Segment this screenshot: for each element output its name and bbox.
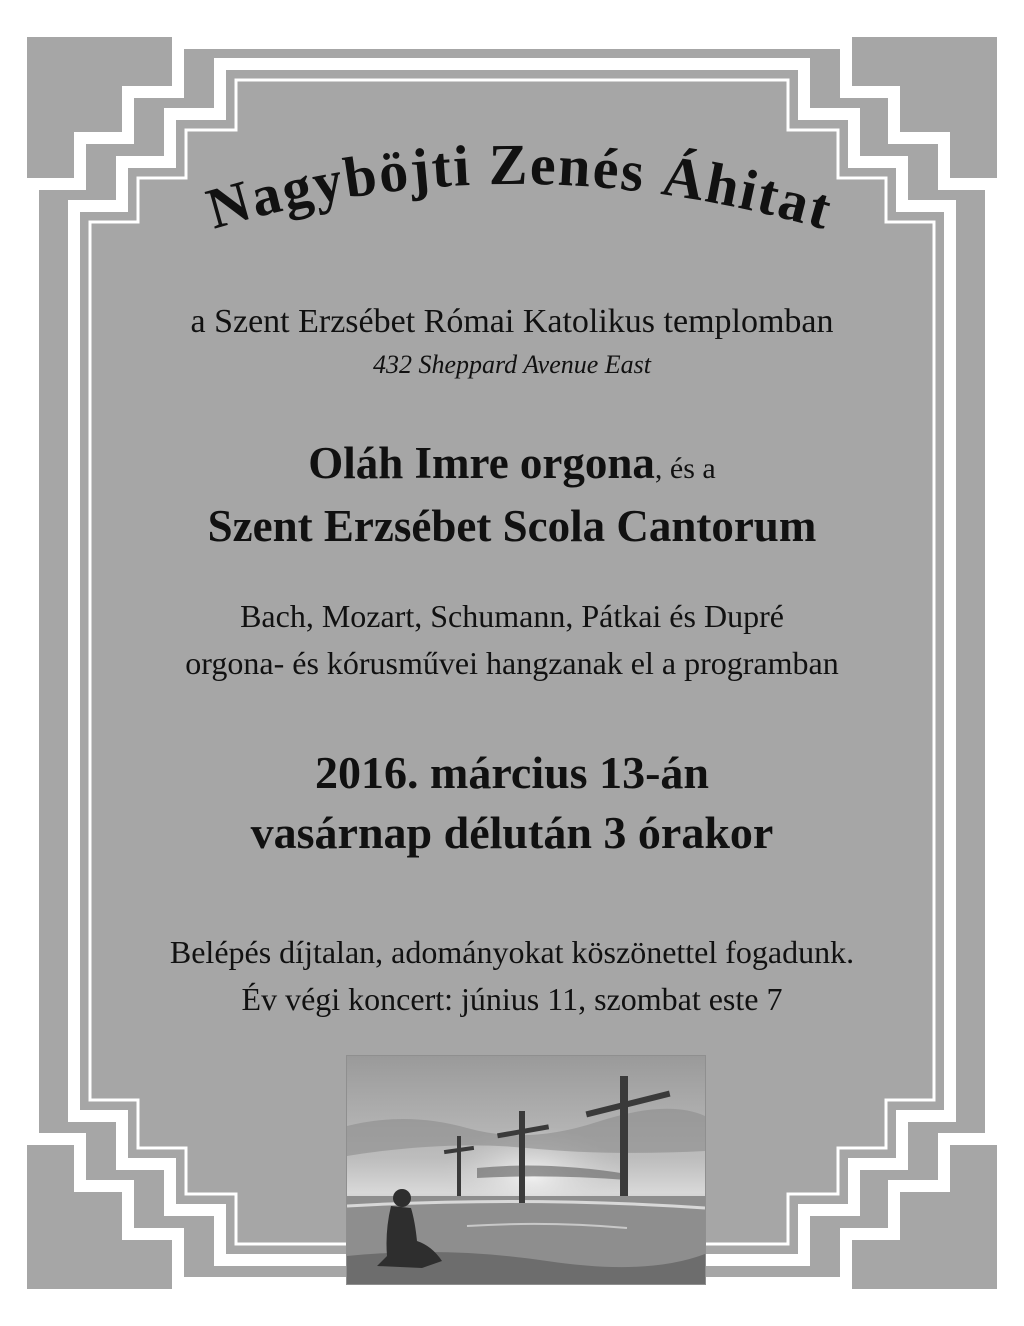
entry-info: Belépés díjtalan, adományokat köszönettel fogadunk. (169, 934, 855, 970)
event-date: 2016. március 13-án (315, 747, 709, 798)
crucifixion-image (346, 1055, 706, 1285)
event-time: vasárnap délután 3 órakor (250, 807, 774, 858)
performer-line-1 (0, 437, 1024, 489)
performer-conjunction: , és a (654, 452, 716, 485)
performer-line-2: Szent Erzsébet Scola Cantorum (207, 501, 817, 551)
performer-organist: Oláh Imre orgona (308, 438, 655, 488)
poster-title: Nagyböjti Zenés Áhitat (199, 131, 841, 243)
church-subtitle: a Szent Erzsébet Római Katolikus templomban (190, 303, 834, 340)
church-address: 432 Sheppard Avenue East (372, 350, 651, 379)
next-concert-info: Év végi koncert: június 11, szombat este 7 (241, 981, 783, 1017)
program-line-2: orgona- és kórusművei hangzanak el a programban (185, 645, 839, 681)
program-line-1: Bach, Mozart, Schumann, Pátkai és Dupré (240, 598, 784, 634)
